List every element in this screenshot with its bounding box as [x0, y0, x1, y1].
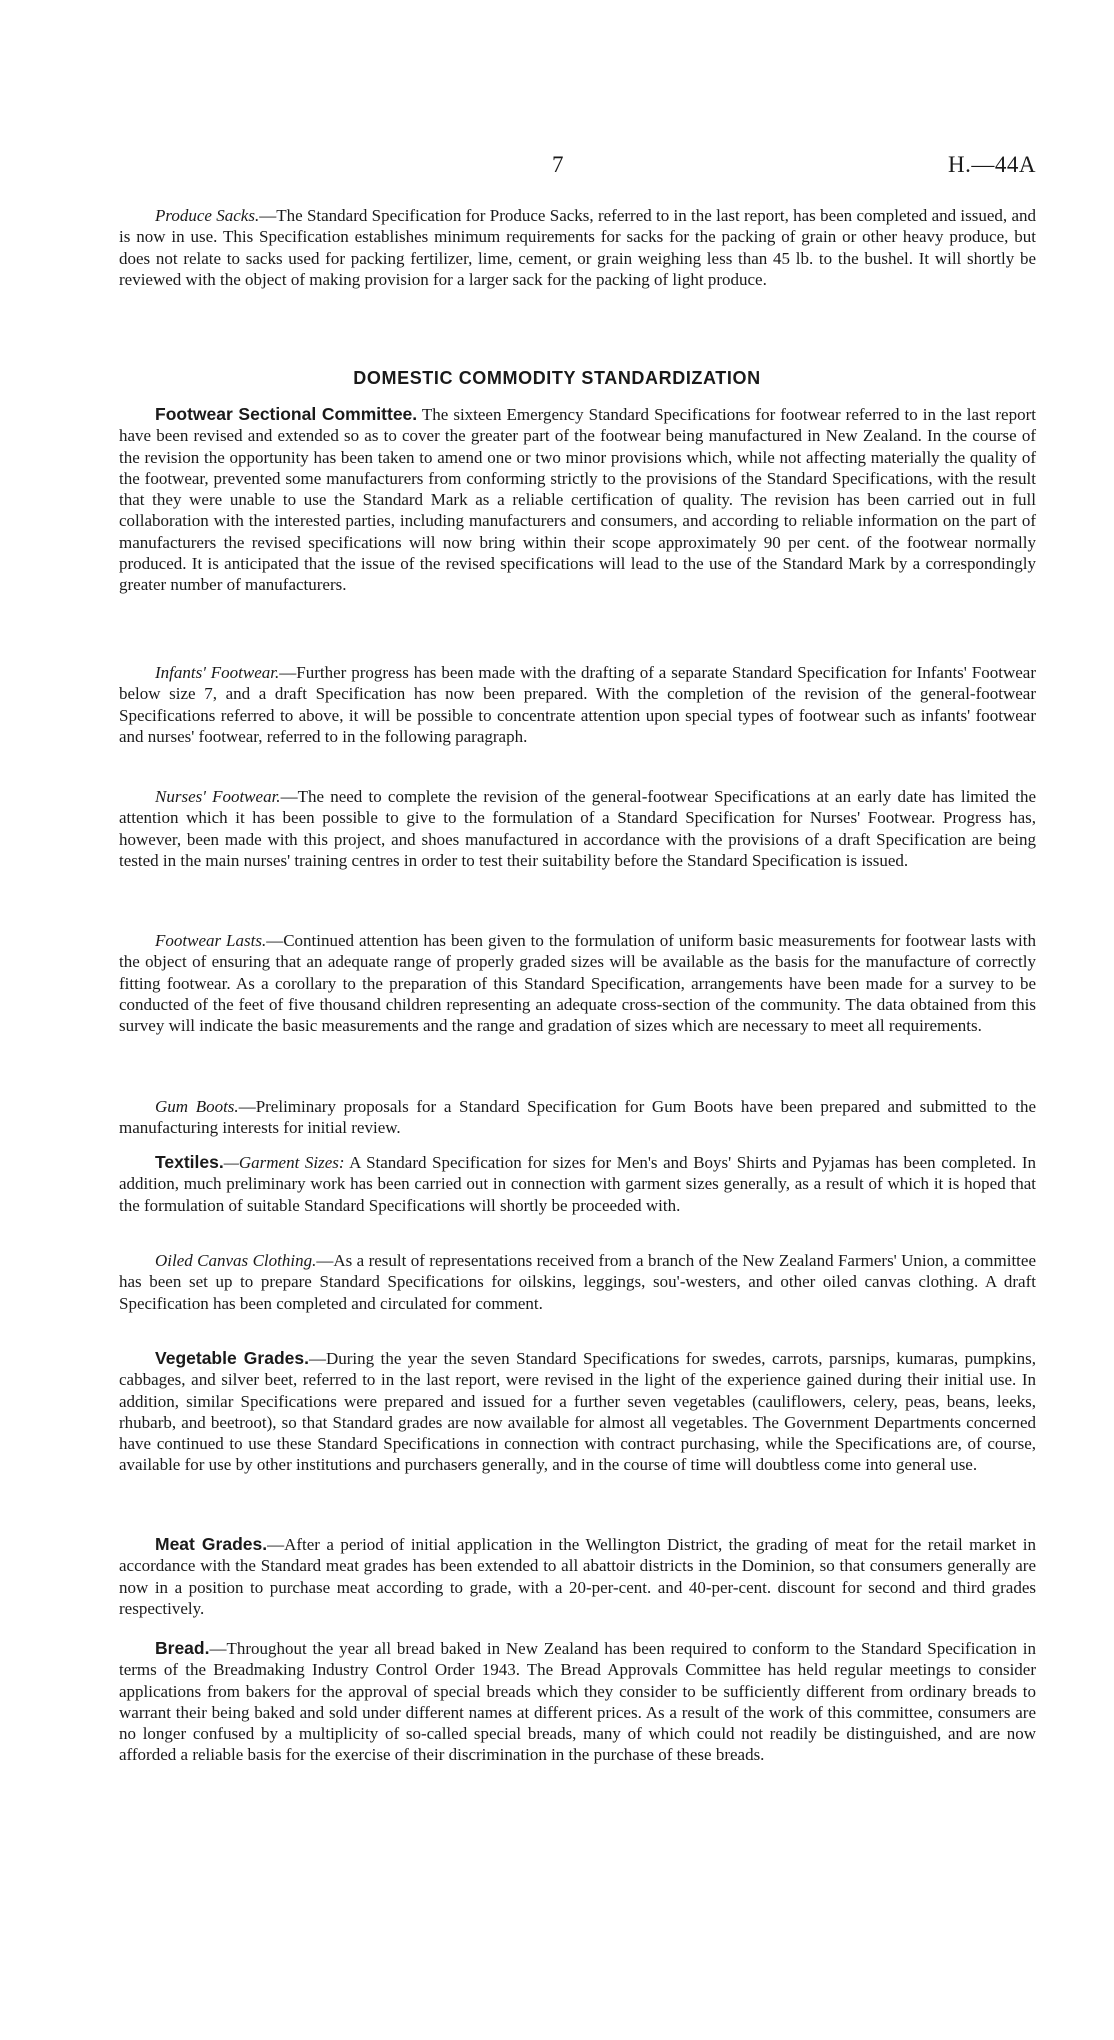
- text-gum-boots: —Preliminary proposals for a Standard Specification for Gum Boots have been prepared and submitted to the manufacturing interests for initial review.: [119, 1097, 1037, 1138]
- lead-textiles: Textiles.: [155, 1152, 224, 1172]
- paragraph-bread: [119, 1638, 1036, 1766]
- text-bread: —Throughout the year all bread baked in New Zealand has been required to conform to the Standard Specification in terms of the Breadmaking Industry Control Order 1943. The Bread Approvals Committee has held regular meetings to consider applications from bakers for the approval of special breads which they consider to be sufficiently different from ordinary breads to warrant their being baked and sold under different names at different prices. As a result of the work of this committee, consumers are no longer confused by a multiplicity of so-called special breads, many of which could not readily be distinguished, and are now afforded a reliable basis for the exercise of their discrimination in the purchase of these breads.: [119, 1639, 1036, 1765]
- lead-meat-grades: Meat Grades.: [155, 1534, 268, 1554]
- text-infants-footwear: —Further progress has been made with the drafting of a separate Standard Specification for Infants' Footwear below size 7, and a draft Specification has now been prepared. With the completion of the revision of the general-footwear Specifications referred to above, it will be possible to concentrate attention upon special types of footwear such as infants' footwear and nurses' footwear, referred to in the following paragraph.: [119, 663, 1036, 746]
- text-footwear-lasts: —Continued attention has been given to the formulation of uniform basic measurements for footwear lasts with the object of ensuring that an adequate range of properly graded sizes will be available as the basis for the manufacture of correctly fitting footwear. As a corollary to the preparation of this Standard Specification, arrangements have been made for a survey to be conducted of the feet of five thousand children representing an adequate cross-section of the community. The data obtained from this survey will indicate the basic measurements and the range and gradation of sizes which are necessary to meet all requirements.: [119, 931, 1036, 1036]
- paragraph-footwear-lasts: [119, 930, 1036, 1036]
- lead-footwear-committee: Footwear Sectional Committee.: [155, 404, 418, 424]
- text-meat-grades: —After a period of initial application in the Wellington District, the grading of meat for the retail market in accordance with the Standard meat grades has been extended to all abattoir districts in the Dominion, so that consumers generally are now in a position to purchase meat according to grade, with a 20-per-cent. and 40-per-cent. discount for second and third grades respectively.: [119, 1535, 1036, 1618]
- lead-produce-sacks: Produce Sacks.: [155, 206, 260, 225]
- lead-bread: Bread.: [155, 1638, 210, 1658]
- page-number: 7: [552, 152, 564, 177]
- paragraph-produce-sacks: [119, 205, 1036, 290]
- text-produce-sacks: —The Standard Specification for Produce Sacks, referred to in the last report, has been completed and issued, and is now in use. This Specification establishes minimum requirements for sacks for the packing of grain or other heavy produce, but does not relate to sacks used for packing fertilizer, lime, cement, or grain weighing less than 45 lb. to the bushel. It will shortly be reviewed with the object of making provision for a larger sack for the packing of light produce.: [119, 206, 1036, 289]
- text-vegetable-grades: —During the year the seven Standard Specifications for swedes, carrots, parsnips, kumaras, pumpkins, cabbages, and silver beet, referred to in the last report, were revised in the light of the experience gained during their initial use. In addition, similar Specifications were prepared and issued for a further seven vegetables (cauliflowers, celery, peas, beans, leeks, rhubarb, and beetroot), so that Standard grades are now available for almost all vegetables. The Government Departments concerned have continued to use these Standard Specifications in connection with contract purchasing, while the Specifications are, of course, available for use by other institutions and purchasers generally, and in the course of time will doubtless come into general use.: [119, 1349, 1036, 1475]
- paragraph-vegetable-grades: [119, 1348, 1036, 1476]
- lead-footwear-lasts: Footwear Lasts.: [155, 931, 267, 950]
- text-nurses-footwear: —The need to complete the revision of the general-footwear Specifications at an early date has limited the attention which it has been possible to give to the formulation of a Standard Specification for Nurses' Footwear. Progress has, however, been made with this project, and shoes manufactured in accordance with the provisions of a draft Specification are being tested in the main nurses' training centres in order to test their suitability before the Standard Specification is issued.: [119, 787, 1036, 870]
- paragraph-nurses-footwear: [119, 786, 1036, 871]
- paragraph-infants-footwear: [119, 662, 1036, 747]
- document-reference: H.—44A: [948, 152, 1036, 177]
- lead-gum-boots: Gum Boots.: [155, 1097, 239, 1116]
- sublead-garment-sizes: —Garment Sizes:: [223, 1153, 345, 1172]
- lead-vegetable-grades: Vegetable Grades.: [155, 1348, 309, 1368]
- lead-nurses-footwear: Nurses' Footwear.: [155, 787, 281, 806]
- paragraph-oiled-canvas: [119, 1250, 1036, 1314]
- section-heading: DOMESTIC COMMODITY STANDARDIZATION: [353, 368, 761, 388]
- paragraph-footwear-committee: [119, 404, 1036, 596]
- paragraph-textiles: [119, 1152, 1036, 1216]
- paragraph-meat-grades: [119, 1534, 1036, 1619]
- text-oiled-canvas: —As a result of representations received from a branch of the New Zealand Farmers' Union, a committee has been set up to prepare Standard Specifications for oilskins, leggings, sou'-westers, and other oiled canvas clothing. A draft Specification has been completed and circulated for comment.: [119, 1251, 1036, 1313]
- lead-infants-footwear: Infants' Footwear.: [155, 663, 280, 682]
- lead-oiled-canvas: Oiled Canvas Clothing.: [155, 1251, 317, 1270]
- text-footwear-committee: The sixteen Emergency Standard Specifications for footwear referred to in the last report have been revised and extended so as to cover the greater part of the footwear being manufactured in New Zealand. In the course of the revision the opportunity has been taken to amend one or two minor provisions which, while not affecting materially the quality of the footwear, prevented some manufacturers from conforming strictly to the provisions of the Standard Specifications, with the result that they were unable to use the Standard Mark as a reliable certification of quality. The revision has been carried out in full collaboration with the interested parties, including manufacturers and consumers, and according to reliable information on the part of manufacturers the revised specifications will now bring within their scope approximately 90 per cent. of the footwear normally produced. It is anticipated that the issue of the revised specifications will lead to the use of the Standard Mark by a correspondingly greater number of manufacturers.: [119, 405, 1036, 595]
- text-textiles: A Standard Specification for sizes for Men's and Boys' Shirts and Pyjamas has been completed. In addition, much preliminary work has been carried out in connection with garment sizes generally, as a result of which it is hoped that the formulation of suitable Standard Specifications will shortly be proceeded with.: [119, 1153, 1036, 1215]
- paragraph-gum-boots: [119, 1096, 1036, 1139]
